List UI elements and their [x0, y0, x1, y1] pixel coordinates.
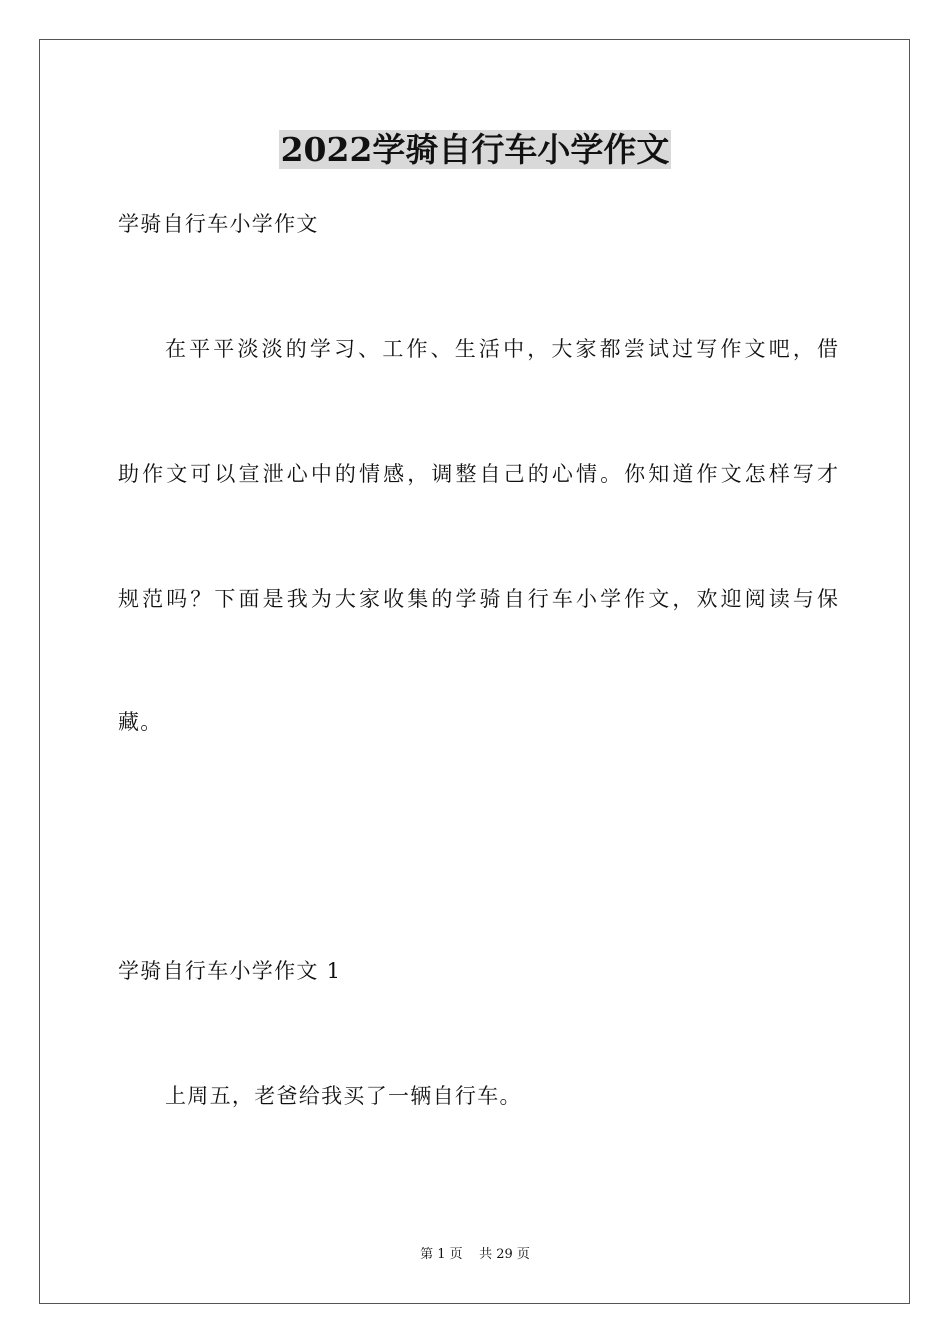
intro-line-2: 助作文可以宣泄心中的情感，调整自己的心情。你知道作文怎样写才 — [118, 462, 838, 486]
document-subtitle: 学骑自行车小学作文 — [118, 212, 319, 236]
intro-line-3: 规范吗？下面是我为大家收集的学骑自行车小学作文，欢迎阅读与保 — [118, 587, 838, 611]
section-heading: 学骑自行车小学作文 1 — [118, 959, 342, 983]
intro-line-4: 藏。 — [118, 710, 163, 734]
section-paragraph-line: 上周五，老爸给我买了一辆自行车。 — [165, 1084, 522, 1108]
page-number-footer: 第 1 页 共 29 页 — [420, 1247, 530, 1262]
document-title-text: 2022学骑自行车小学作文 — [280, 130, 670, 169]
document-title — [0, 128, 950, 172]
intro-line-1: 在平平淡淡的学习、工作、生活中，大家都尝试过写作文吧，借 — [165, 337, 838, 361]
